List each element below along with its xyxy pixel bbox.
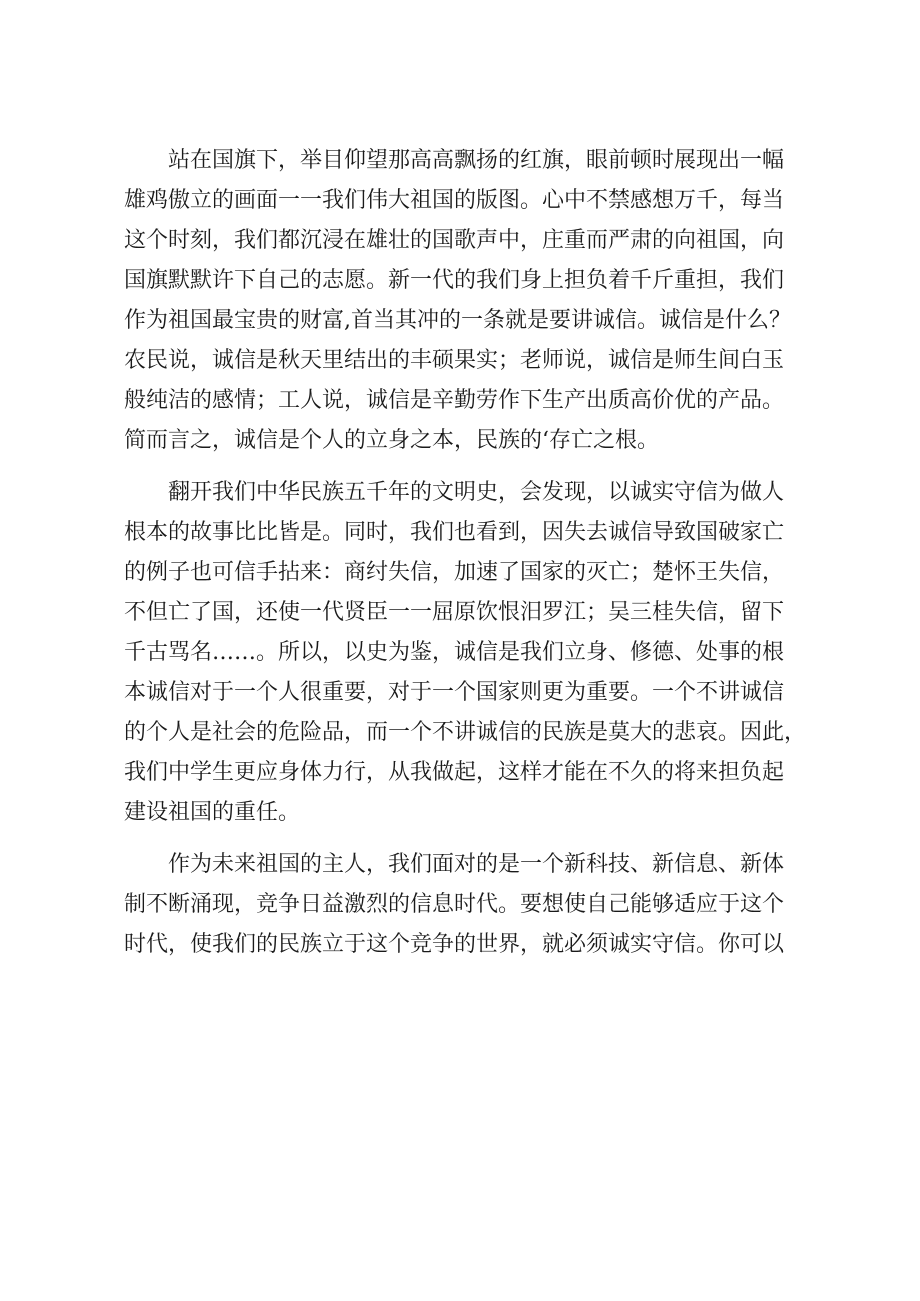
text-line: 翻开我们中华民族五千年的文明史，会发现，以诚实守信为做人 — [124, 480, 785, 505]
text-line: 农民说，诚信是秋天里结出的丰硕果实；老师说，诚信是师生间白玉 — [124, 348, 785, 373]
text-line: 本诚信对于一个人很重要，对于一个国家则更为重要。一个不讲诚信 — [124, 680, 785, 705]
text-line: 作为祖国最宝贵的财富,首当其冲的一条就是要讲诚信。诚信是什么？ — [124, 308, 791, 333]
text-line: 不但亡了国，还使一代贤臣一一屈原饮恨汨罗江；吴三桂失信，留下 — [124, 600, 785, 625]
paragraph-1 — [124, 141, 824, 461]
text-line: 般纯洁的感情；工人说，诚信是辛勤劳作下生产出质高价优的产品。 — [124, 388, 785, 413]
paragraph-2 — [124, 473, 824, 833]
text-line: 的例子也可信手拈来：商纣失信，加速了国家的灭亡；楚怀王失信， — [124, 560, 785, 585]
paragraph-spacer — [124, 833, 824, 845]
text-line: 根本的故事比比皆是。同时，我们也看到，因失去诚信导致国破家亡 — [124, 520, 785, 545]
text-line: 制不断涌现，竞争日益激烈的信息时代。要想使自己能够适应于这个 — [124, 892, 785, 917]
text-line: 雄鸡傲立的画面一一我们伟大祖国的版图。心中不禁感想万千，每当 — [124, 188, 785, 213]
text-line: 作为未来祖国的主人，我们面对的是一个新科技、新信息、新体 — [124, 852, 785, 877]
text-line: 的个人是社会的危险品，而一个不讲诚信的民族是莫大的悲哀。因此， — [124, 720, 807, 745]
text-line: 这个时刻，我们都沉浸在雄壮的国歌声中，庄重而严肃的向祖国，向 — [124, 228, 785, 253]
text-line: 站在国旗下，举目仰望那高高飘扬的红旗，眼前顿时展现出一幅 — [124, 148, 785, 173]
text-line: 简而言之，诚信是个人的立身之本，民族的‘存亡之根。 — [124, 428, 659, 453]
paragraph-3 — [124, 845, 824, 965]
text-line: 我们中学生更应身体力行，从我做起，这样才能在不久的将来担负起 — [124, 760, 785, 785]
text-line: 国旗默默许下自己的志愿。新一代的我们身上担负着千斤重担，我们 — [124, 268, 785, 293]
text-line: 时代，使我们的民族立于这个竞争的世界，就必须诚实守信。你可以 — [124, 932, 785, 957]
paragraph-spacer — [124, 461, 824, 473]
text-line: 建设祖国的重任。 — [124, 800, 301, 825]
document-body — [124, 141, 824, 965]
text-line: 千古骂名……。所以，以史为鉴，诚信是我们立身、修德、处事的根 — [124, 640, 785, 665]
